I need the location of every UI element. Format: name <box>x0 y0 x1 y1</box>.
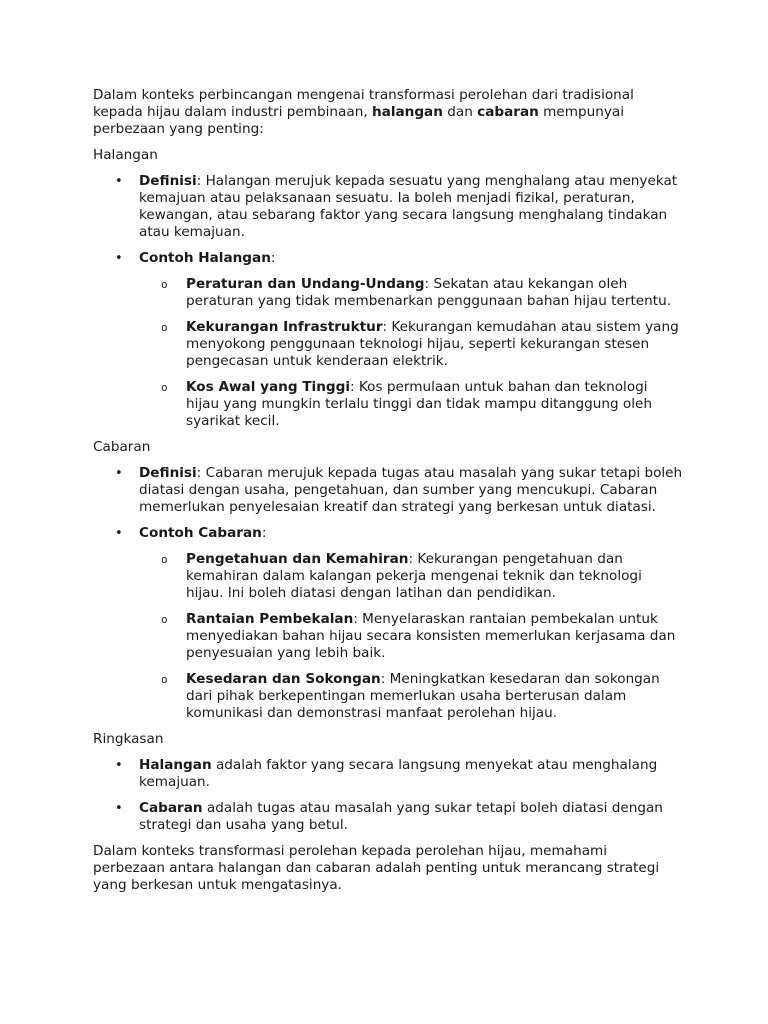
sub-list-item <box>139 671 683 722</box>
item-label: Definisi <box>139 173 197 189</box>
intro-bold-cabaran: cabaran <box>477 104 539 120</box>
item-text: : Meningkatkan kesedaran dan sokongan dari pihak berkepentingan memerlukan usaha berterusan dalam komunikasi dan demonstrasi manfaat perolehan hijau. <box>186 671 660 721</box>
sub-list-item <box>139 611 683 662</box>
document-page <box>93 87 683 903</box>
item-text: : Kekurangan pengetahuan dan kemahiran dalam kalangan pekerja mengenai teknik dan teknologi hijau. Ini boleh diatasi dengan latihan dan pendidikan. <box>186 551 642 601</box>
list-item <box>93 250 683 430</box>
section-heading-cabaran: Cabaran <box>93 439 151 455</box>
item-label: Peraturan dan Undang-Undang <box>186 276 425 292</box>
bullet-icon: • <box>115 801 123 816</box>
intro-bold-halangan: halangan <box>371 104 443 120</box>
section-heading-halangan: Halangan <box>93 147 158 163</box>
item-label: Pengetahuan dan Kemahiran <box>186 551 409 567</box>
sub-bullet-icon: o <box>161 321 168 334</box>
item-text: : Kos permulaan untuk bahan dan teknologi hijau yang mungkin terlalu tinggi dan tidak mampu ditanggung oleh syarikat kecil. <box>186 379 652 429</box>
item-label: Cabaran <box>139 800 203 816</box>
item-label: Halangan <box>139 757 212 773</box>
sub-bullet-icon: o <box>161 673 168 686</box>
item-text: : Menyelaraskan rantaian pembekalan untuk menyediakan bahan hijau secara konsisten memerlukan kerjasama dan penyesuaian yang lebih baik. <box>186 611 676 661</box>
halangan-examples-list <box>139 276 683 430</box>
conclusion-paragraph: Dalam konteks transformasi perolehan kepada perolehan hijau, memahami perbezaan antara halangan dan cabaran adalah penting untuk merancang strategi yang berkesan untuk mengatasinya. <box>93 843 660 893</box>
cabaran-list <box>93 465 683 722</box>
list-item <box>93 525 683 722</box>
item-label: Contoh Cabaran <box>139 525 262 541</box>
intro-text: mempunyai perbezaan yang penting: <box>93 104 625 137</box>
item-text: : <box>261 525 267 541</box>
item-text: : Cabaran merujuk kepada tugas atau masalah yang sukar tetapi boleh diatasi dengan usaha, pengetahuan, dan sumber yang mencukupi. Cabaran memerlukan penyelesaian kreatif dan strategi yang berkesan untuk diatasi. <box>139 465 683 515</box>
list-item <box>93 757 683 791</box>
item-label: Definisi <box>139 465 197 481</box>
item-text: adalah tugas atau masalah yang sukar tetapi boleh diatasi dengan strategi dan usaha yang betul. <box>139 800 663 833</box>
sub-list-item <box>139 319 683 370</box>
section-heading-ringkasan: Ringkasan <box>93 731 164 747</box>
sub-list-item <box>139 551 683 602</box>
intro-paragraph <box>93 87 683 138</box>
list-item <box>93 465 683 516</box>
item-text: : Sekatan atau kekangan oleh peraturan yang tidak membenarkan penggunaan bahan hijau tertentu. <box>186 276 672 309</box>
item-label: Kesedaran dan Sokongan <box>186 671 381 687</box>
sub-bullet-icon: o <box>161 553 168 566</box>
list-item <box>93 173 683 241</box>
sub-bullet-icon: o <box>161 381 168 394</box>
bullet-icon: • <box>115 526 123 541</box>
bullet-icon: • <box>115 251 123 266</box>
sub-list-item <box>139 379 683 430</box>
item-label: Rantaian Pembekalan <box>186 611 354 627</box>
item-text: : <box>270 250 276 266</box>
ringkasan-list <box>93 757 683 834</box>
sub-list-item <box>139 276 683 310</box>
list-item <box>93 800 683 834</box>
cabaran-examples-list <box>139 551 683 722</box>
sub-bullet-icon: o <box>161 278 168 291</box>
item-text: : Kekurangan kemudahan atau sistem yang menyokong penggunaan teknologi hijau, seperti kekurangan stesen pengecasan untuk kenderaan elektrik. <box>186 319 679 369</box>
item-label: Kos Awal yang Tinggi <box>186 379 351 395</box>
halangan-list <box>93 173 683 430</box>
item-label: Contoh Halangan <box>139 250 271 266</box>
item-label: Kekurangan Infrastruktur <box>186 319 383 335</box>
bullet-icon: • <box>115 758 123 773</box>
bullet-icon: • <box>115 174 123 189</box>
bullet-icon: • <box>115 466 123 481</box>
sub-bullet-icon: o <box>161 613 168 626</box>
intro-text: Dalam konteks perbincangan mengenai transformasi perolehan dari tradisional kepada hijau dalam industri pembinaan, <box>93 87 634 120</box>
item-text: : Halangan merujuk kepada sesuatu yang menghalang atau menyekat kemajuan atau pelaksanaan sesuatu. Ia boleh menjadi fizikal, peraturan, kewangan, atau sebarang faktor yang secara langsung menghalang tindakan atau kemajuan. <box>139 173 678 240</box>
item-text: adalah faktor yang secara langsung menyekat atau menghalang kemajuan. <box>139 757 658 790</box>
intro-text: dan <box>442 104 478 120</box>
